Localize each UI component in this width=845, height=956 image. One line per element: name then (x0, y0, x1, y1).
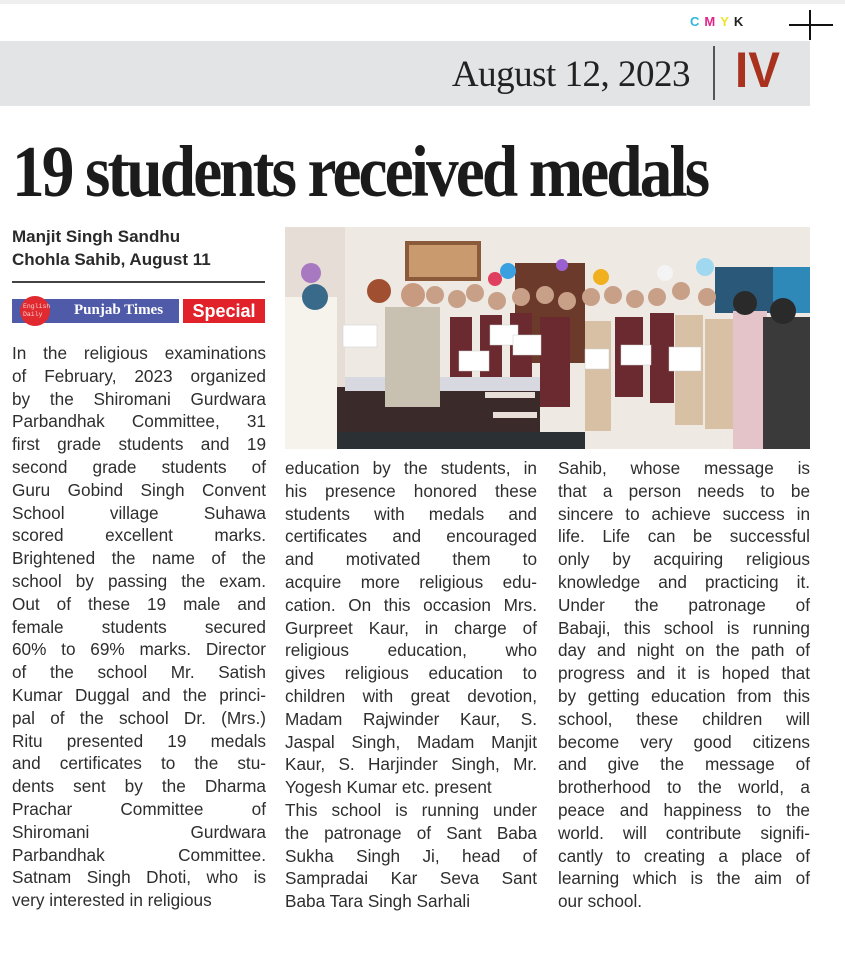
article-line: In the religious examinations (12, 343, 266, 363)
byline-author: Manjit Singh Sandhu (12, 227, 181, 246)
article-photo (285, 227, 810, 449)
article-line: cantly to creating a place of (558, 845, 810, 866)
article-line: female students secured (12, 616, 266, 637)
article-column-2 (285, 457, 537, 913)
article-line: 60% to 69% marks. Director (12, 639, 266, 660)
article-line: dents sent by the Dharma (12, 776, 266, 797)
crosshair-registration-icon (789, 10, 833, 40)
article-line: education by the students, in (285, 458, 537, 478)
article-line: sincere to achieve success in (558, 503, 810, 524)
cmyk-registration-marks (690, 14, 748, 29)
cmyk-k: K (733, 14, 749, 29)
article-line: Satnam Singh Dhoti, who is (12, 867, 266, 888)
article-line: and certificates to the stu- (12, 753, 266, 774)
article-line: only by acquiring religious (558, 549, 810, 570)
article-line: knowledge and practicing it. (558, 571, 810, 592)
article-line: world. will contribute signifi- (558, 822, 810, 843)
special-tag: Special (183, 299, 265, 323)
article-line: certificates and encouraged (285, 526, 537, 547)
article-line: day and night on the path of (558, 640, 810, 661)
article-line: This school is running under (285, 799, 537, 820)
cmyk-y: Y (720, 14, 734, 29)
header-divider (713, 46, 715, 100)
page-header-band (0, 41, 810, 106)
article-line: Ritu presented 19 medals (12, 730, 266, 751)
article-line: Yogesh Kumar etc. present (285, 777, 492, 798)
article-line: cation. On this occasion Mrs. (285, 594, 537, 615)
cmyk-m: M (704, 14, 721, 29)
article-line: our school. (558, 891, 643, 912)
article-line: Sampradai Kar Seva Sant (285, 868, 537, 889)
article-line: progress and it is hoped that (558, 663, 810, 684)
article-line: Babaji, this school is running (558, 617, 810, 638)
article-line: Baba Tara Singh Sarhali (285, 891, 471, 912)
article-line: Jaspal Singh, Madam Manjit (285, 731, 537, 752)
badge-line1: English (23, 303, 51, 310)
article-line: first grade students and 19 (12, 434, 266, 455)
article-column-3 (558, 457, 810, 913)
article-line: by the Shiromani Gurdwara (12, 388, 266, 409)
article-line: Parbandhak Committee. (12, 844, 266, 865)
article-line: School village Suhawa (12, 502, 266, 523)
article-column-1 (12, 342, 266, 912)
article-line: brotherhood to the world, a (558, 777, 810, 798)
article-line: Out of these 19 male and (12, 593, 266, 614)
byline-dateline: Chohla Sahib, August 11 (12, 250, 211, 269)
article-line: of February, 2023 organized (12, 365, 266, 386)
article-line: second grade students of (12, 456, 266, 477)
article-line: school, these children will (558, 708, 810, 729)
article-line: by getting education from this (558, 685, 810, 706)
article-line: Shiromani Gurdwara (12, 821, 266, 842)
article-line: Prachar Committee of (12, 798, 266, 819)
article-line: of the school Mr. Satish (12, 662, 266, 683)
brand-banner (12, 296, 266, 324)
byline (12, 225, 267, 271)
byline-divider (12, 281, 265, 283)
top-strip (0, 0, 845, 4)
page-number: IV (735, 42, 780, 98)
article-line: Sukha Singh Ji, head of (285, 845, 537, 866)
article-line: Brightened the name of the (12, 548, 266, 569)
article-line: religious education, who (285, 640, 537, 661)
brand-name: Punjab Times (74, 302, 164, 318)
article-line: students with medals and (285, 503, 537, 524)
article-line: pal of the school Dr. (Mrs.) (12, 707, 266, 728)
article-line: become very good citizens (558, 731, 810, 752)
article-line: Sahib, whose message is (558, 458, 810, 478)
headline: 19 students received medals (12, 130, 708, 213)
article-line: Kumar Duggal and the princi- (12, 684, 266, 705)
article-line: life. Life can be successful (558, 526, 810, 547)
article-line: his presence honored these (285, 480, 537, 501)
article-line: Guru Gobind Singh Convent (12, 479, 266, 500)
article-line: scored excellent marks. (12, 525, 266, 546)
article-line: gives religious education to (285, 663, 537, 684)
article-line: Madam Rajwinder Kaur, S. (285, 708, 537, 729)
issue-date: August 12, 2023 (451, 54, 690, 95)
english-daily-badge (20, 296, 50, 326)
article-line: and give the message of (558, 754, 810, 775)
article-line: Under the patronage of (558, 594, 810, 615)
article-line: that a person needs to be (558, 480, 810, 501)
article-line: Gurpreet Kaur, in charge of (285, 617, 537, 638)
article-line: learning which is the aim of (558, 868, 810, 889)
article-line: Kaur, S. Harjinder Singh, Mr. (285, 754, 537, 775)
article-line: school by passing the exam. (12, 570, 266, 591)
article-line: peace and happiness to the (558, 799, 810, 820)
article-line: the patronage of Sant Baba (285, 822, 537, 843)
article-line: and motivated them to (285, 549, 537, 570)
article-line: very interested in religious (12, 890, 212, 911)
badge-line2: Daily (23, 311, 43, 318)
article-line: acquire more religious edu- (285, 571, 537, 592)
article-line: Parbandhak Committee, 31 (12, 411, 266, 432)
article-line: children with great devotion, (285, 685, 537, 706)
cmyk-c: C (690, 14, 705, 29)
